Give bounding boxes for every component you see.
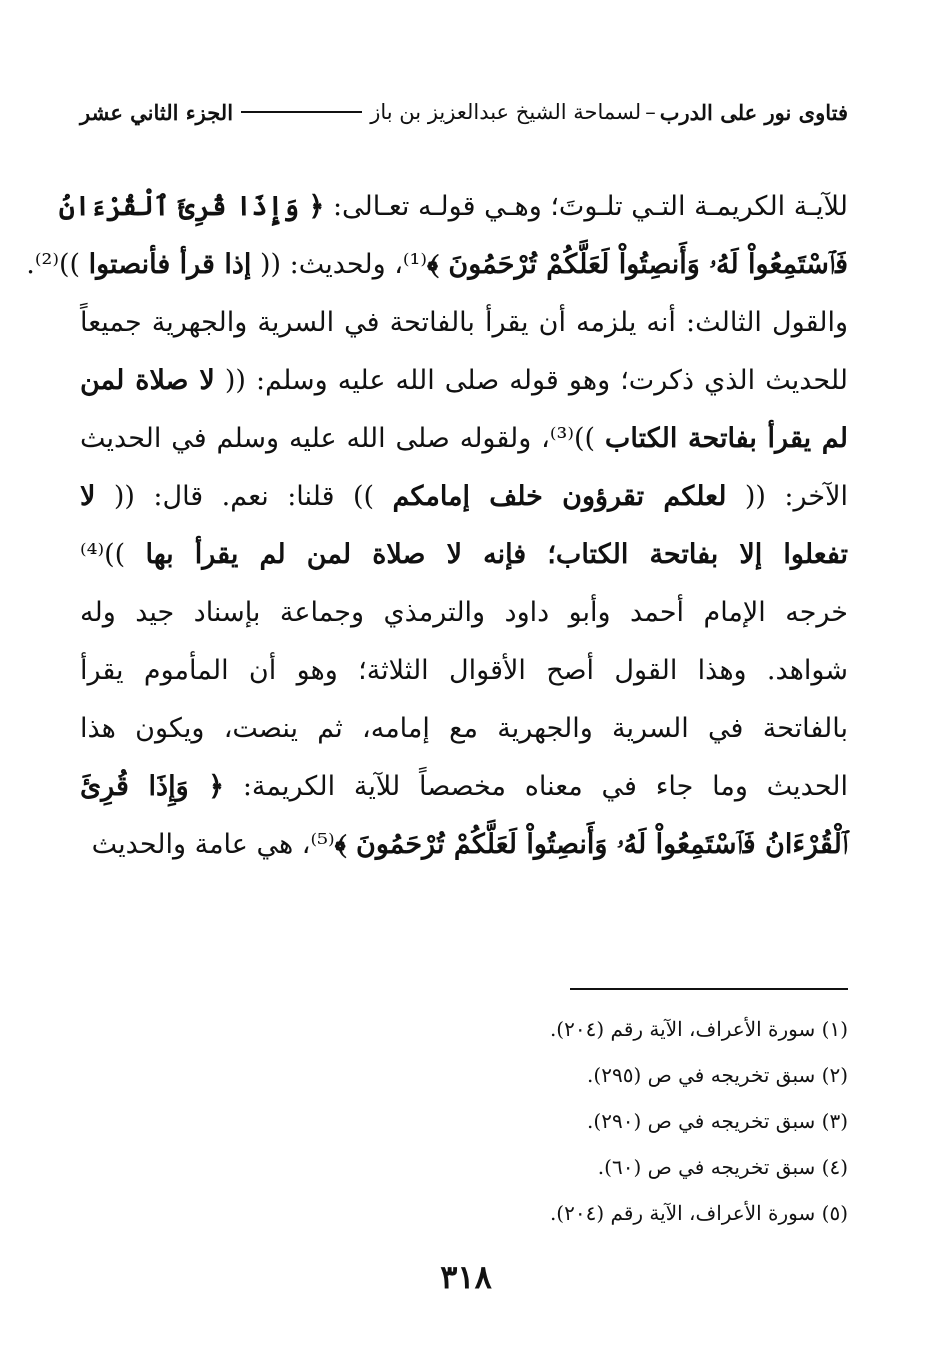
text-segment: شواهد. وهذا القول أصح الأقوال الثلاثة؛ وهو أن المأموم يقرأ bbox=[80, 655, 848, 686]
text-segment: ))⁽³⁾، ولقوله صلى الله عليه وسلم في الحديث bbox=[80, 423, 605, 454]
text-line bbox=[80, 468, 848, 526]
footnote-item: (٣) سبق تخريجه في ص (٢٩٠). bbox=[587, 1109, 848, 1133]
text-line bbox=[80, 584, 848, 642]
book-title: فتاوى نور على الدرب bbox=[659, 99, 848, 125]
text-line bbox=[80, 642, 848, 700]
text-segment: خرجه الإمام أحمد وأبو داود والترمذي وجماعة بإسناد جيد وله bbox=[80, 597, 848, 628]
header-rule bbox=[241, 111, 362, 113]
hadith-text: لا صلاة لمن bbox=[80, 365, 215, 396]
text-segment: الآخر: (( bbox=[726, 481, 848, 512]
text-segment: والقول الثالث: أنه يلزمه أن يقرأ بالفاتحة في السرية والجهرية جميعاً bbox=[80, 307, 848, 338]
text-segment: )) قلنا: نعم. قال: (( bbox=[95, 481, 393, 512]
text-line bbox=[80, 410, 848, 468]
header-separator: – bbox=[645, 100, 656, 124]
text-segment: ))⁽⁴⁾ bbox=[80, 539, 146, 570]
text-segment: ⁽⁵⁾، هي عامة والحديث bbox=[91, 829, 335, 860]
text-line bbox=[80, 700, 848, 758]
footnote-item: (١) سورة الأعراف، الآية رقم (٢٠٤). bbox=[549, 1017, 848, 1041]
body-text bbox=[26, 178, 849, 874]
text-segment: للحديث الذي ذكرت؛ وهو قوله صلى الله عليه وسلم: (( bbox=[214, 365, 848, 396]
page-number: ٣١٨ bbox=[440, 1258, 492, 1296]
text-line bbox=[80, 526, 848, 584]
hadith-text: لعلكم تقرؤون خلف إمامكم bbox=[392, 481, 727, 512]
text-segment: بالفاتحة في السرية والجهرية مع إمامه، ثم ينصت، ويكون هذا bbox=[80, 713, 848, 744]
footnote-item: (٤) سبق تخريجه في ص (٦٠). bbox=[597, 1155, 848, 1179]
text-line bbox=[80, 758, 848, 816]
footnote-item: (٢) سبق تخريجه في ص (٢٩٥). bbox=[587, 1063, 848, 1087]
text-segment: الحديث وما جاء في معناه مخصصاً للآية الكريمة: bbox=[224, 771, 849, 802]
quran-verse: ﴿ وَإِذَا قُرِئَ bbox=[80, 771, 225, 802]
hadith-text: لا bbox=[80, 481, 96, 512]
text-line bbox=[80, 816, 848, 874]
quran-verse: فَٱسْتَمِعُواْ لَهُۥ وَأَنصِتُواْ لَعَلَّكُمْ تُرْحَمُونَ ﴾ bbox=[427, 249, 848, 280]
quran-verse: ﴿ وَإِذَا قُرِئَ ٱلْقُرْءَانُ bbox=[58, 191, 325, 222]
text-line bbox=[80, 294, 848, 352]
quran-verse: ٱلْقُرْءَانُ فَٱسْتَمِعُواْ لَهُۥ وَأَنصِتُواْ لَعَلَّكُمْ تُرْحَمُونَ ﴾ bbox=[334, 829, 848, 860]
running-header bbox=[80, 92, 848, 132]
author-name: لسماحة الشيخ عبدالعزيز بن باز bbox=[370, 100, 642, 124]
hadith-text: تفعلوا إلا بفاتحة الكتاب؛ فإنه لا صلاة لمن لم يقرأ بها bbox=[145, 539, 848, 570]
text-line bbox=[26, 236, 848, 294]
text-segment: للآيـة الكريمـة التـي تلـوتَ؛ وهـي قولـه تعـالى: bbox=[324, 191, 848, 222]
text-segment: ))⁽²⁾. bbox=[26, 249, 89, 280]
text-segment: ⁽¹⁾، ولحديث: (( bbox=[251, 249, 428, 280]
hadith-text: لم يقرأ بفاتحة الكتاب bbox=[604, 423, 848, 454]
text-line bbox=[80, 352, 848, 410]
footnotes bbox=[80, 1006, 848, 1236]
footnote-item: (٥) سورة الأعراف، الآية رقم (٢٠٤). bbox=[549, 1201, 848, 1225]
footnote-separator bbox=[570, 988, 848, 990]
hadith-text: إذا قرأ فأنصتوا bbox=[88, 249, 252, 280]
part-title: الجزء الثاني عشر bbox=[80, 99, 234, 125]
text-line bbox=[58, 178, 848, 236]
